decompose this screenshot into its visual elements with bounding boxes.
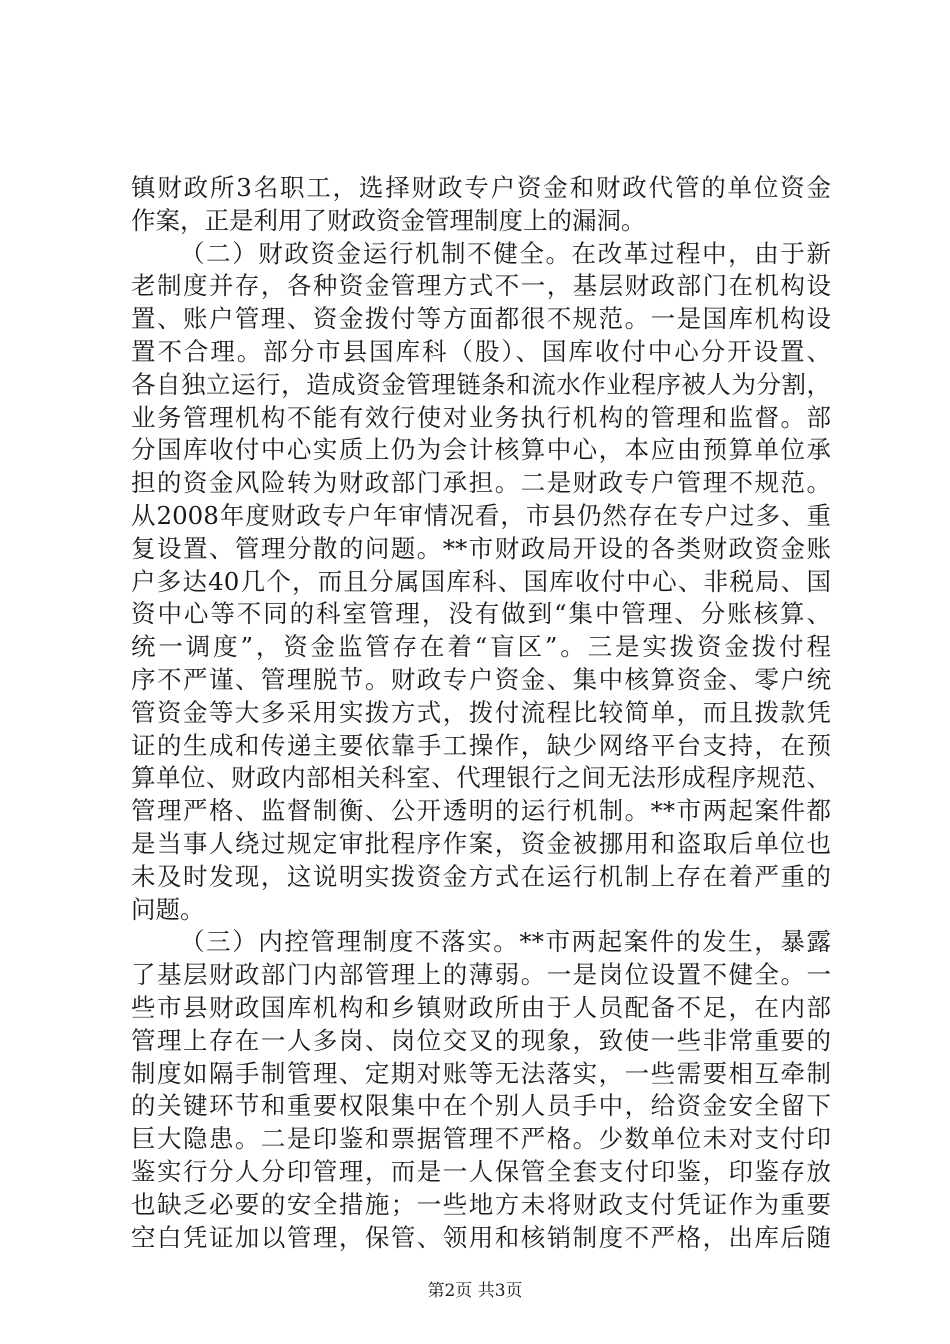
text-line: 各自独立运行，造成资金管理链条和流水作业程序被人为分割， [131, 369, 831, 399]
text-line: 管理严格、监督制衡、公开透明的运行机制。**市两起案件都 [131, 796, 831, 826]
text-line: 鉴实行分人分印管理，而是一人保管全套支付印鉴，印鉴存放 [131, 1156, 831, 1186]
text-line: 户多达40几个，而且分属国库科、国库收付中心、非税局、国 [131, 566, 831, 596]
text-line: 管资金等大多采用实拨方式，拨付流程比较简单，而且拨款凭 [131, 697, 831, 727]
text-line: （二）财政资金运行机制不健全。在改革过程中，由于新 [180, 238, 831, 268]
text-line: 序不严谨、管理脱节。财政专户资金、集中核算资金、零户统 [131, 664, 831, 694]
text-line: 置、账户管理、资金拨付等方面都很不规范。一是国库机构设 [131, 304, 831, 334]
text-line: 也缺乏必要的安全措施；一些地方未将财政支付凭证作为重要 [131, 1189, 831, 1219]
text-line: 担的资金风险转为财政部门承担。二是财政专户管理不规范。 [131, 468, 831, 498]
text-line: 分国库收付中心实质上仍为会计核算中心，本应由预算单位承 [131, 435, 831, 465]
text-line: 些市县财政国库机构和乡镇财政所由于人员配备不足，在内部 [131, 992, 831, 1022]
text-line: 置不合理。部分市县国库科（股）、国库收付中心分开设置、 [131, 336, 831, 366]
text-line: 作案，正是利用了财政资金管理制度上的漏洞。 [131, 205, 646, 235]
text-line: 巨大隐患。二是印鉴和票据管理不严格。少数单位未对支付印 [131, 1124, 831, 1154]
text-line: 问题。 [131, 894, 205, 924]
page-footer: 第2页 共3页 [427, 1281, 523, 1301]
text-line: 从2008年度财政专户年审情况看，市县仍然存在专户过多、重 [131, 500, 831, 530]
text-line: 了基层财政部门内部管理上的薄弱。一是岗位设置不健全。一 [131, 960, 831, 990]
text-line: 资中心等不同的科室管理，没有做到“集中管理、分账核算、 [131, 599, 831, 629]
text-line: 业务管理机构不能有效行使对业务执行机构的管理和监督。部 [131, 402, 831, 432]
text-line: 复设置、管理分散的问题。**市财政局开设的各类财政资金账 [131, 533, 831, 563]
text-line: 管理上存在一人多岗、岗位交叉的现象，致使一些非常重要的 [131, 1025, 831, 1055]
body-text [131, 172, 831, 1254]
text-line: 算单位、财政内部相关科室、代理银行之间无法形成程序规范、 [131, 763, 831, 793]
text-line: 统一调度”，资金监管存在着“盲区”。三是实拨资金拨付程 [131, 632, 831, 662]
text-line: 的关键环节和重要权限集中在个别人员手中，给资金安全留下 [131, 1091, 831, 1121]
text-line: 是当事人绕过规定审批程序作案，资金被挪用和盗取后单位也 [131, 828, 831, 858]
text-line: 制度如隔手制管理、定期对账等无法落实，一些需要相互牵制 [131, 1058, 831, 1088]
text-line: 未及时发现，这说明实拨资金方式在运行机制上存在着严重的 [131, 861, 831, 891]
text-line: 老制度并存，各种资金管理方式不一，基层财政部门在机构设 [131, 271, 831, 301]
text-line: （三）内控管理制度不落实。**市两起案件的发生，暴露 [180, 927, 831, 957]
text-line: 空白凭证加以管理，保管、领用和核销制度不严格，出库后随 [131, 1222, 831, 1252]
text-line: 证的生成和传递主要依靠手工操作，缺少网络平台支持，在预 [131, 730, 831, 760]
text-line: 镇财政所3名职工，选择财政专户资金和财政代管的单位资金 [131, 173, 831, 202]
